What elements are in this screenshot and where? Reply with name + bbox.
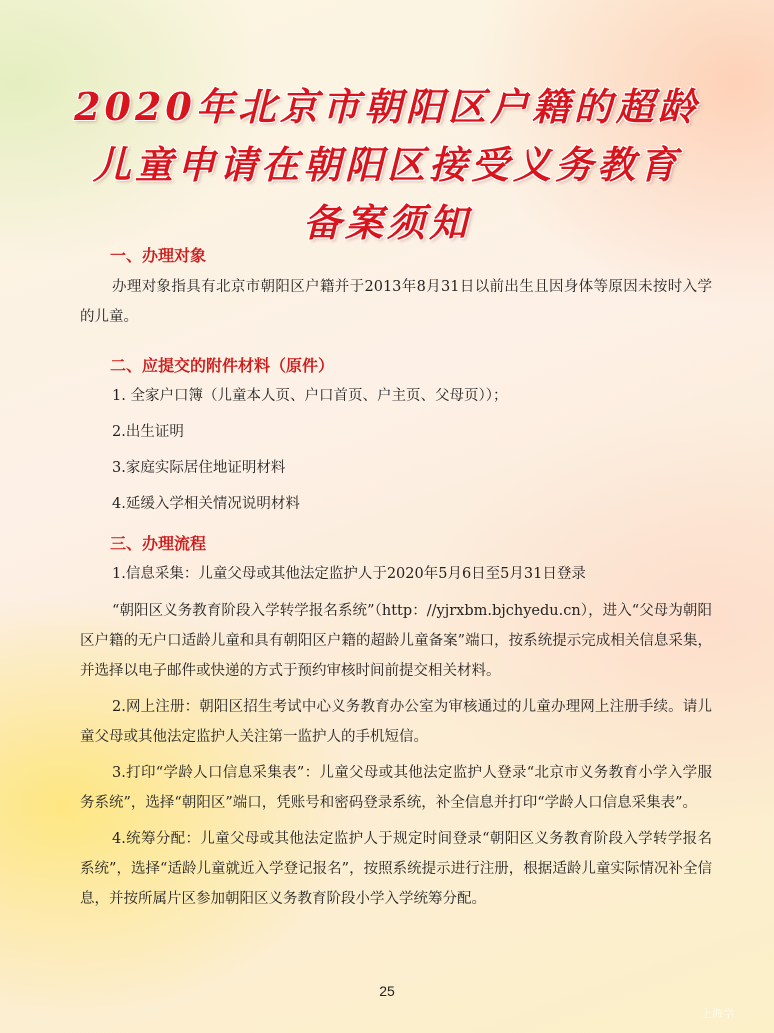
section-1-body: 办理对象指具有北京市朝阳区户籍并于2013年8月31日以前出生且因身体等原因未按时入学的儿童。 [80, 279, 712, 325]
section-heading-2: 二、应提交的附件材料（原件） [110, 356, 335, 375]
title-line-3: 备案须知 [302, 200, 471, 245]
document-body [80, 244, 712, 914]
document-title [0, 78, 774, 252]
process-step-1-line: 1.信息采集：儿童父母或其他法定监护人于2020年5月6日至5月31日登录 [112, 566, 586, 582]
material-item-2: 2.出生证明 [112, 424, 184, 440]
page-number: 25 [379, 983, 395, 999]
process-step-3: 3.打印“学龄人口信息采集表”：儿童父母或其他法定监护人登录“北京市义务教育小学入学服务系统”，选择“朝阳区”端口，凭账号和密码登录系统，补全信息并打印“学龄人口信息采集表”。 [80, 765, 712, 811]
material-item-4: 4.延缓入学相关情况说明材料 [112, 496, 300, 512]
process-step-4: 4.统筹分配：儿童父母或其他法定监护人于规定时间登录“朝阳区义务教育阶段入学转学报名系统”，选择“适龄儿童就近入学登记报名”，按照系统提示进行注册，根据适龄儿童实际情况补全信息，并按所属片区参加朝阳区义务教育阶段小学入学统筹分配。 [80, 831, 712, 907]
title-line-1: 2020年北京市朝阳区户籍的超龄 [74, 84, 700, 129]
process-step-1-body: “朝阳区义务教育阶段入学转学报名系统”（http：//yjrxbm.bjchyedu.cn），进入“父母为朝阳区户籍的无户口适龄儿童和具有朝阳区户籍的超龄儿童备案”端口，按系统提示完成相关信息采集，并选择以电子邮件或快递的方式于预约审核时间前提交相关材料。 [80, 603, 712, 679]
material-item-1: 1. 全家户口簿（儿童本人页、户口首页、户主页、父母页））； [112, 388, 508, 404]
process-step-2: 2.网上注册：朝阳区招生考试中心义务教育办公室为审核通过的儿童办理网上注册手续。请儿童父母或其他法定监护人关注第一监护人的手机短信。 [80, 699, 712, 745]
watermark: 上海学 [701, 1007, 734, 1020]
section-heading-1: 一、办理对象 [110, 246, 207, 265]
material-item-3: 3.家庭实际居住地证明材料 [112, 460, 286, 476]
title-line-2: 儿童申请在朝阳区接受义务教育 [92, 142, 681, 187]
section-heading-3: 三、办理流程 [110, 534, 207, 553]
